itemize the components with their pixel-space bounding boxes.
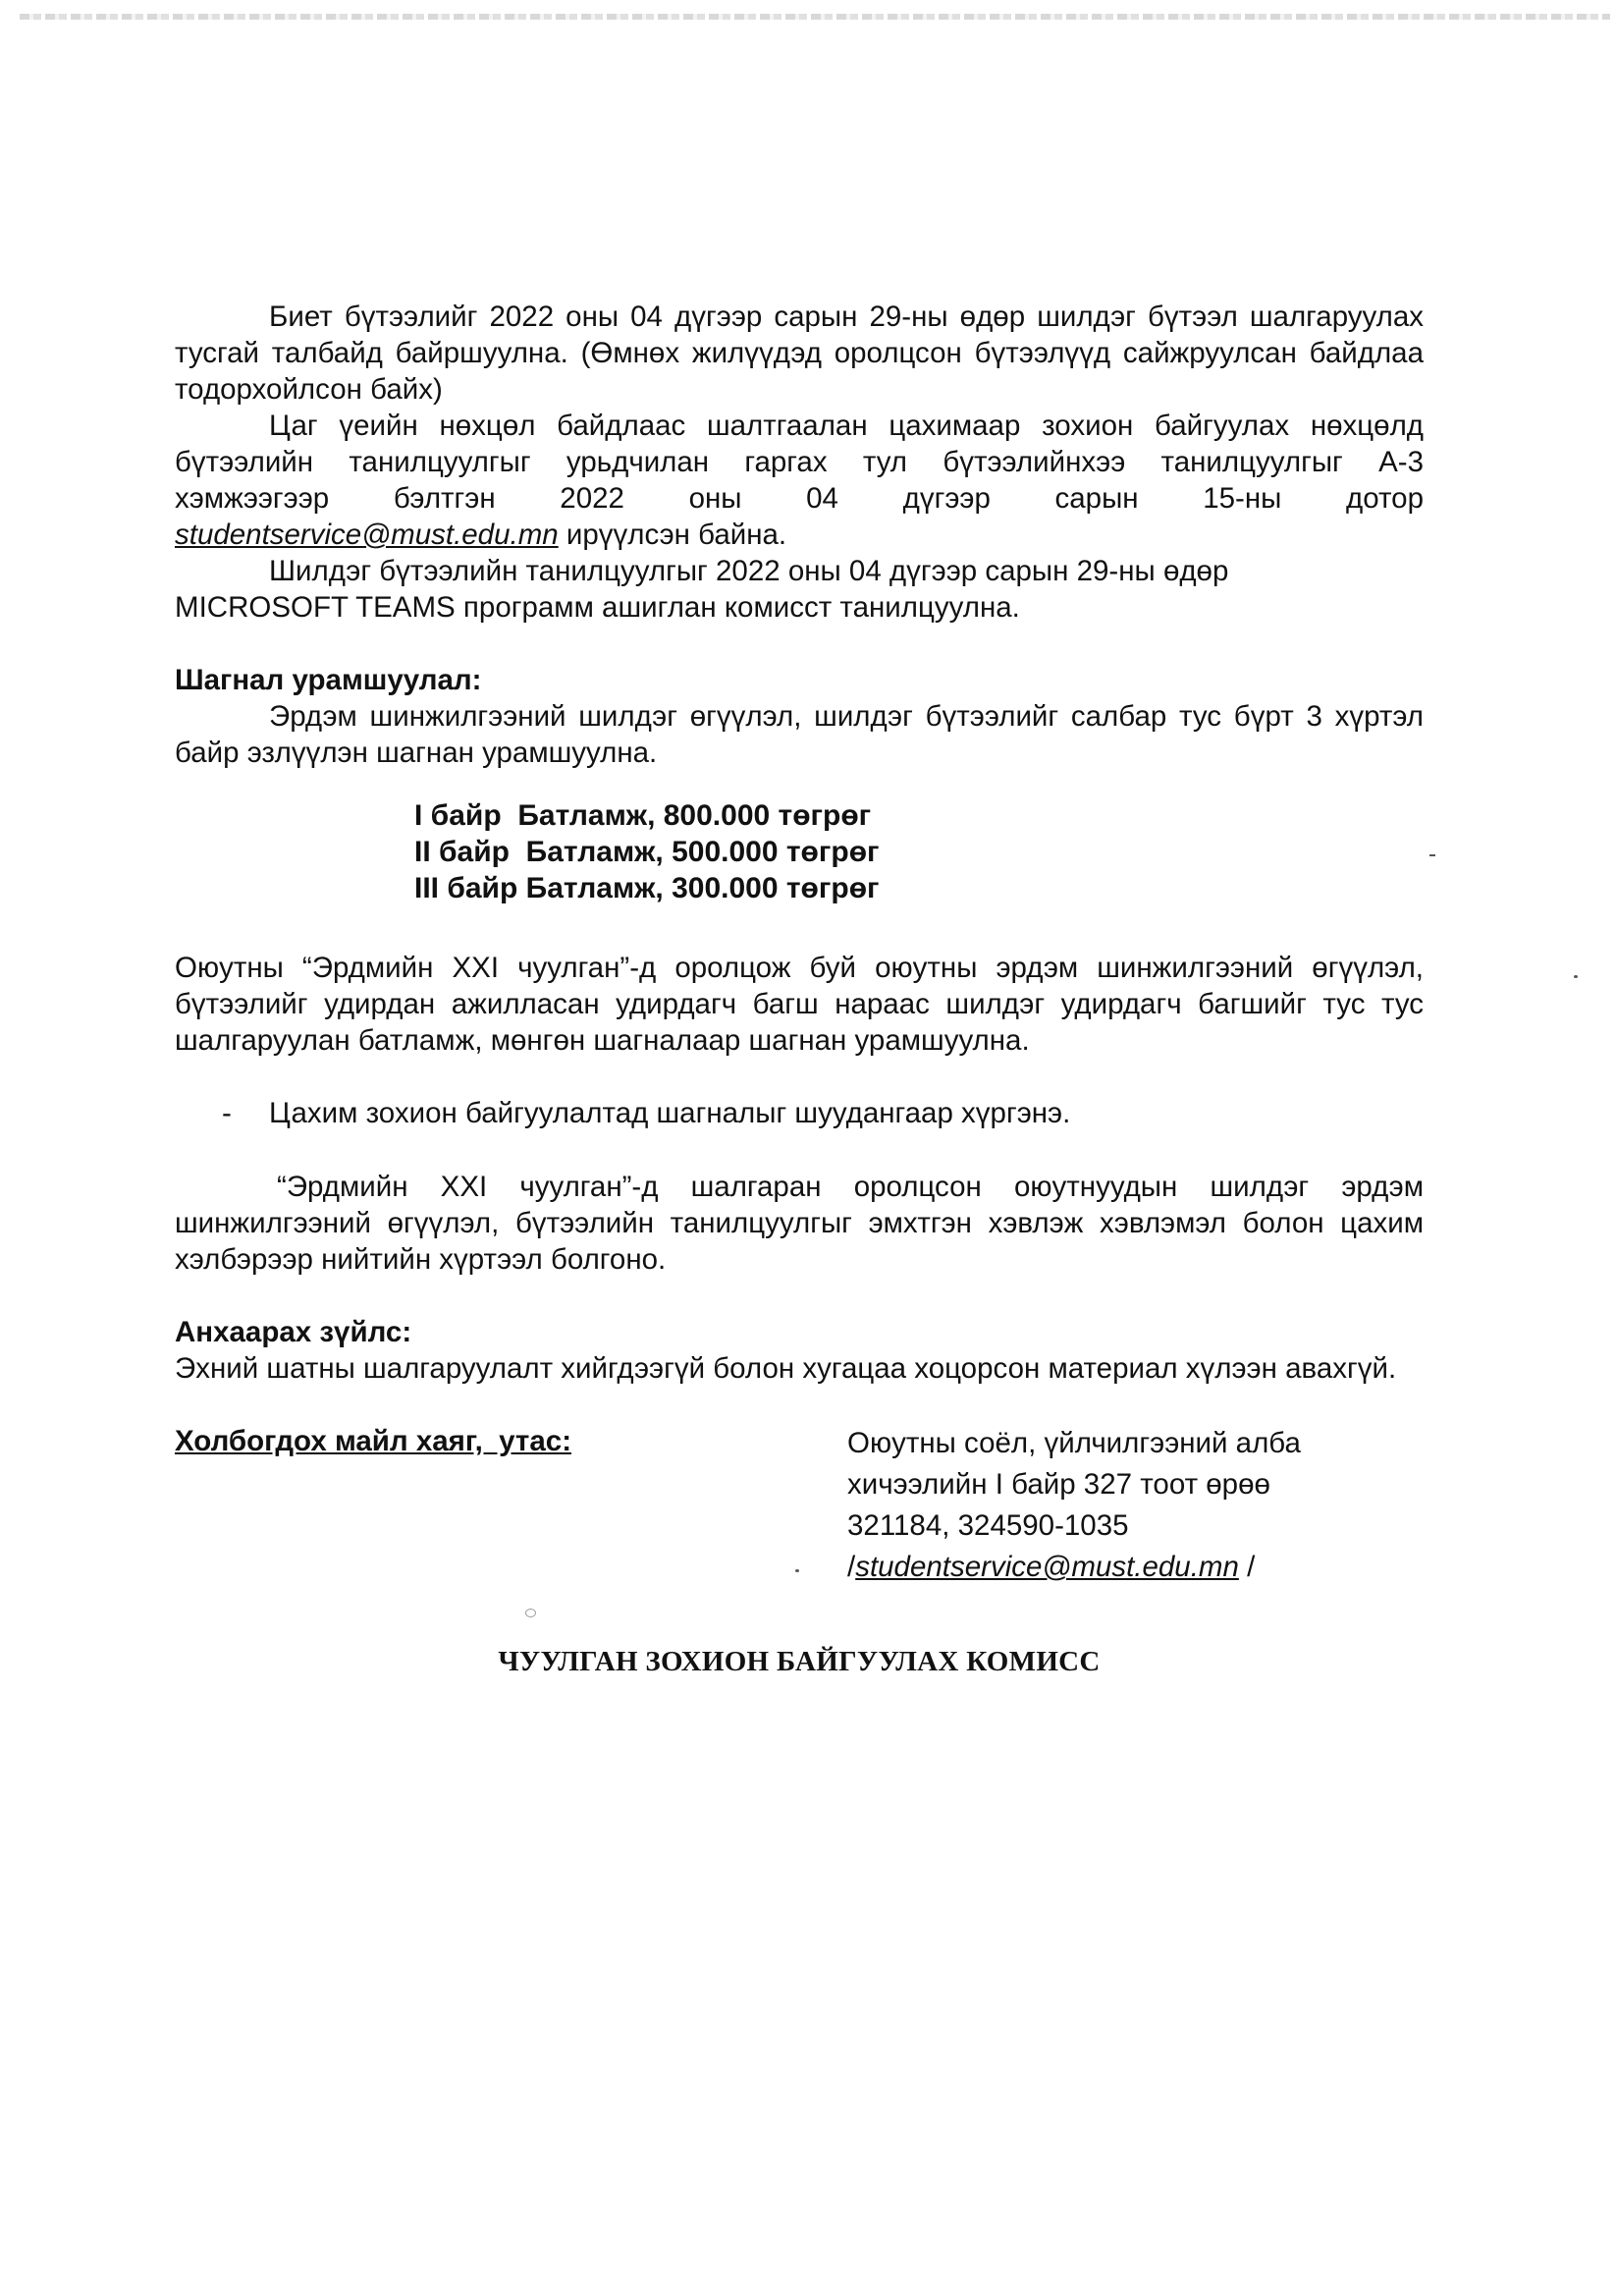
bullet-item xyxy=(222,1095,1424,1131)
intro-paragraph-3-line2: MICROSOFT TEAMS программ ашиглан комисст танилцуулна. xyxy=(175,591,1020,624)
document-body xyxy=(175,299,1424,1680)
intro-paragraph-2-tail: ирүүлсэн байна. xyxy=(558,519,787,551)
awards-text: Эрдэм шинжилгээний шилдэг өгүүлэл, шилдэг бүтээлийг салбар тус бүрт 3 хүртэл байр эзлүүлэн шагнан урамшуулна. xyxy=(175,700,1424,769)
intro-paragraph-2-line3 xyxy=(175,517,1424,553)
publication-paragraph: “Эрдмийн XXI чуулган”-д шалгаран оролцсон оюутнуудын шилдэг эрдэм шинжилгээний өгүүлэл, бүтээлийн танилцуулгыг эмхтгэн хэвлэж хэвлэмэл болон цахим хэлбэрээр нийтийн хүртээл болгоно. xyxy=(175,1171,1424,1276)
prize-first: I байр Батламж, 800.000 төгрөг xyxy=(414,799,872,832)
slash-close: / xyxy=(1238,1551,1256,1583)
prize-list xyxy=(414,797,1424,906)
intro-paragraph-1: Биет бүтээлийг 2022 оны 04 дүгээр сарын 29-ны өдөр шилдэг бүтээл шалгаруулах тусгай талбайд байршуулна. (Өмнөх жилүүдэд оролцсон бүтээлүүд сайжруулсан байдлаа тодорхойлсон байх) xyxy=(175,301,1424,406)
contact-info xyxy=(847,1423,1301,1588)
prize-third: III байр Батламж, 300.000 төгрөг xyxy=(414,872,880,904)
scan-speck xyxy=(1429,854,1435,856)
intro-paragraph-3-line1: Шилдэг бүтээлийн танилцуулгыг 2022 оны 04 дүгээр сарын 29-ны өдөр xyxy=(269,555,1229,587)
contact-office: Оюутны соёл, үйлчилгээний алба xyxy=(847,1427,1301,1459)
bullet-text: Цахим зохион байгуулалтад шагналыг шуудангаар хүргэнэ. xyxy=(269,1097,1071,1129)
intro-paragraph-2-line2: хэмжээгээр бэлтгэн 2022 оны 04 дүгээр сарын 15-ны дотор xyxy=(175,482,1424,515)
scan-speck xyxy=(795,1569,799,1572)
prize-second: II байр Батламж, 500.000 төгрөг xyxy=(414,836,880,868)
contact-email-link[interactable]: studentservice@must.edu.mn xyxy=(855,1551,1239,1583)
contact-block xyxy=(175,1423,1424,1590)
supervisor-paragraph: Оюутны “Эрдмийн XXI чуулган”-д оролцож буй оюутны эрдэм шинжилгээний өгүүлэл, бүтээлийг удирдан ажилласан удирдагч багш нараас шилдэг удирдагч багшийг тус тус шалгаруулан батламж, мөнгөн шагналаар шагнан урамшуулна. xyxy=(175,952,1424,1057)
scan-speck xyxy=(525,1609,536,1617)
scan-top-edge xyxy=(20,14,1610,20)
contact-label: Холбогдох майл хаяг, утас: xyxy=(175,1425,572,1457)
contact-room: хичээлийн I байр 327 тоот өрөө xyxy=(847,1468,1270,1501)
notice-heading: Анхаарах зүйлс: xyxy=(175,1316,412,1348)
intro-paragraph-2-line1: Цаг үеийн нөхцөл байдлаас шалтгаалан цахимаар зохион байгуулах нөхцөлд бүтээлийн танилцуулгыг урьдчилан гаргах тул бүтээлийнхээ танилцуулгыг А-3 xyxy=(175,410,1424,478)
bullet-dash: - xyxy=(222,1097,232,1129)
contact-phone: 321184, 324590-1035 xyxy=(847,1509,1129,1542)
contact-email-line xyxy=(847,1547,1301,1588)
notice-text: Эхний шатны шалгаруулалт хийгдээгүй болон хугацаа хоцорсон материал хүлээн авахгүй. xyxy=(175,1352,1397,1385)
committee-signature: ЧУУЛГАН ЗОХИОН БАЙГУУЛАХ КОМИСС xyxy=(498,1646,1101,1677)
email-link[interactable]: studentservice@must.edu.mn xyxy=(175,519,559,551)
slash-open: / xyxy=(847,1551,856,1583)
awards-heading: Шагнал урамшуулал: xyxy=(175,664,482,696)
scan-speck xyxy=(1574,975,1578,978)
